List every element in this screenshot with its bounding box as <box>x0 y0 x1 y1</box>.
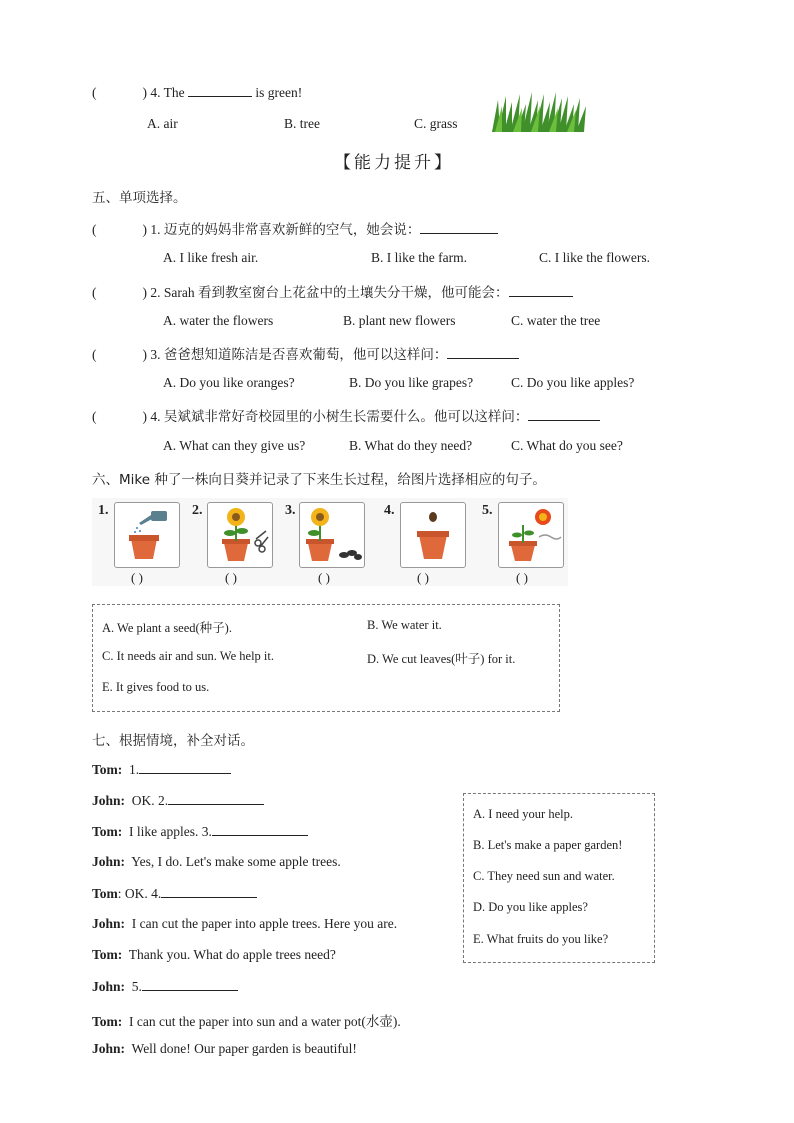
s5-q3: ( ) 3. 爸爸想知道陈洁是否喜欢葡萄，他可以这样问： <box>92 343 519 363</box>
q4-stem: 4. The <box>150 85 185 100</box>
s7-option-a: A. I need your help. <box>473 807 573 821</box>
flower-sun-icon <box>499 503 563 567</box>
sunflower-leaves-icon <box>300 503 364 567</box>
dialogue-line-7: Tom: Thank you. What do apple trees need? <box>92 947 336 962</box>
s7-option-d: D. Do you like apples? <box>473 900 588 914</box>
picture-4 <box>400 502 466 568</box>
picture-number: 5. <box>482 503 493 518</box>
dialogue-line-10: John: Well done! Our paper garden is beautiful! <box>92 1041 357 1056</box>
s7-option-c: C. They need sun and water. <box>473 869 615 883</box>
section6-heading: 六、Mike 种了一株向日葵并记录了下来生长过程，给图片选择相应的句子。 <box>92 472 546 488</box>
picture-answer[interactable]: ( ) <box>516 570 528 585</box>
s5-q1-option-b: B. I like the farm. <box>371 250 467 265</box>
section7-heading: 七、根据情境，补全对话。 <box>92 733 254 749</box>
s5-q4-option-b: B. What do they need? <box>349 438 473 453</box>
watering-pot-icon <box>115 503 179 567</box>
s5-q1: ( ) 1. 迈克的妈妈非常喜欢新鲜的空气，她会说： <box>92 218 498 238</box>
dialogue-line-2: John: OK. 2. <box>92 792 264 809</box>
picture-2 <box>207 502 273 568</box>
s5-q4-option-c: C. What do you see? <box>511 438 623 453</box>
picture-3 <box>299 502 365 568</box>
picture-answer[interactable]: ( ) <box>225 570 237 585</box>
dialogue-line-9: Tom: I can cut the paper into sun and a water pot(水壶). <box>92 1014 401 1029</box>
picture-answer[interactable]: ( ) <box>417 570 429 585</box>
dialogue-line-4: John: Yes, I do. Let's make some apple trees. <box>92 854 341 869</box>
dialogue-line-1: Tom: 1. <box>92 761 231 778</box>
answer-blank[interactable] <box>447 346 519 359</box>
picture-1 <box>114 502 180 568</box>
q4-option-b: B. tree <box>284 116 320 131</box>
s6-option-b: B. We water it. <box>367 618 442 632</box>
picture-number: 1. <box>98 503 109 518</box>
s6-option-d: D. We cut leaves(叶子) for it. <box>367 652 516 666</box>
answer-blank[interactable] <box>509 284 573 297</box>
s5-q3-option-a: A. Do you like oranges? <box>163 375 295 390</box>
s5-q1-option-c: C. I like the flowers. <box>539 250 650 265</box>
s5-q3-option-b: B. Do you like grapes? <box>349 375 474 390</box>
dialogue-line-6: John: I can cut the paper into apple trees. Here you are. <box>92 916 398 931</box>
s7-option-b: B. Let's make a paper garden! <box>473 838 623 852</box>
q4-option-a: A. air <box>147 116 178 131</box>
s6-option-e: E. It gives food to us. <box>102 680 210 694</box>
section-title: 【能力提升】 <box>334 153 454 173</box>
s5-q2-option-b: B. plant new flowers <box>343 313 456 328</box>
picture-answer[interactable]: ( ) <box>318 570 330 585</box>
answer-blank[interactable] <box>168 792 264 805</box>
picture-number: 4. <box>384 503 395 518</box>
q4-option-c: C. grass <box>414 116 458 131</box>
s5-q2-option-c: C. water the tree <box>511 313 601 328</box>
q4-rest: is green! <box>255 85 303 100</box>
s5-q2-option-a: A. water the flowers <box>163 313 274 328</box>
answer-blank[interactable] <box>420 221 498 234</box>
answer-blank[interactable] <box>142 978 238 991</box>
s5-q1-option-a: A. I like fresh air. <box>163 250 259 265</box>
grass-image <box>490 92 588 132</box>
dialogue-line-5: Tom: OK. 4. <box>92 885 257 902</box>
s5-q2: ( ) 2. Sarah 看到教室窗台上花盆中的土壤失分干燥，他可能会： <box>92 281 573 301</box>
answer-blank[interactable] <box>139 761 231 774</box>
answer-blank[interactable] <box>188 84 252 97</box>
picture-answer[interactable]: ( ) <box>131 570 143 585</box>
s6-option-a: A. We plant a seed(种子). <box>102 621 232 635</box>
s5-q4: ( ) 4. 吴斌斌非常好奇校园里的小树生长需要什么。他可以这样问： <box>92 405 600 425</box>
answer-blank[interactable] <box>212 823 308 836</box>
picture-number: 2. <box>192 503 203 518</box>
s5-q3-option-c: C. Do you like apples? <box>511 375 635 390</box>
s6-option-c: C. It needs air and sun. We help it. <box>102 649 274 663</box>
picture-number: 3. <box>285 503 296 518</box>
s7-option-e: E. What fruits do you like? <box>473 932 609 946</box>
answer-blank[interactable] <box>528 408 600 421</box>
dialogue-line-3: Tom: I like apples. 3. <box>92 823 308 840</box>
dialogue-line-8: John: 5. <box>92 978 238 995</box>
answer-blank[interactable] <box>161 885 257 898</box>
section5-heading: 五、单项选择。 <box>92 190 187 206</box>
q4-line: ( ) 4. The is green! <box>92 85 303 100</box>
sunflower-scissors-icon <box>208 503 272 567</box>
seed-pot-icon <box>401 503 465 567</box>
picture-5 <box>498 502 564 568</box>
s5-q4-option-a: A. What can they give us? <box>163 438 306 453</box>
